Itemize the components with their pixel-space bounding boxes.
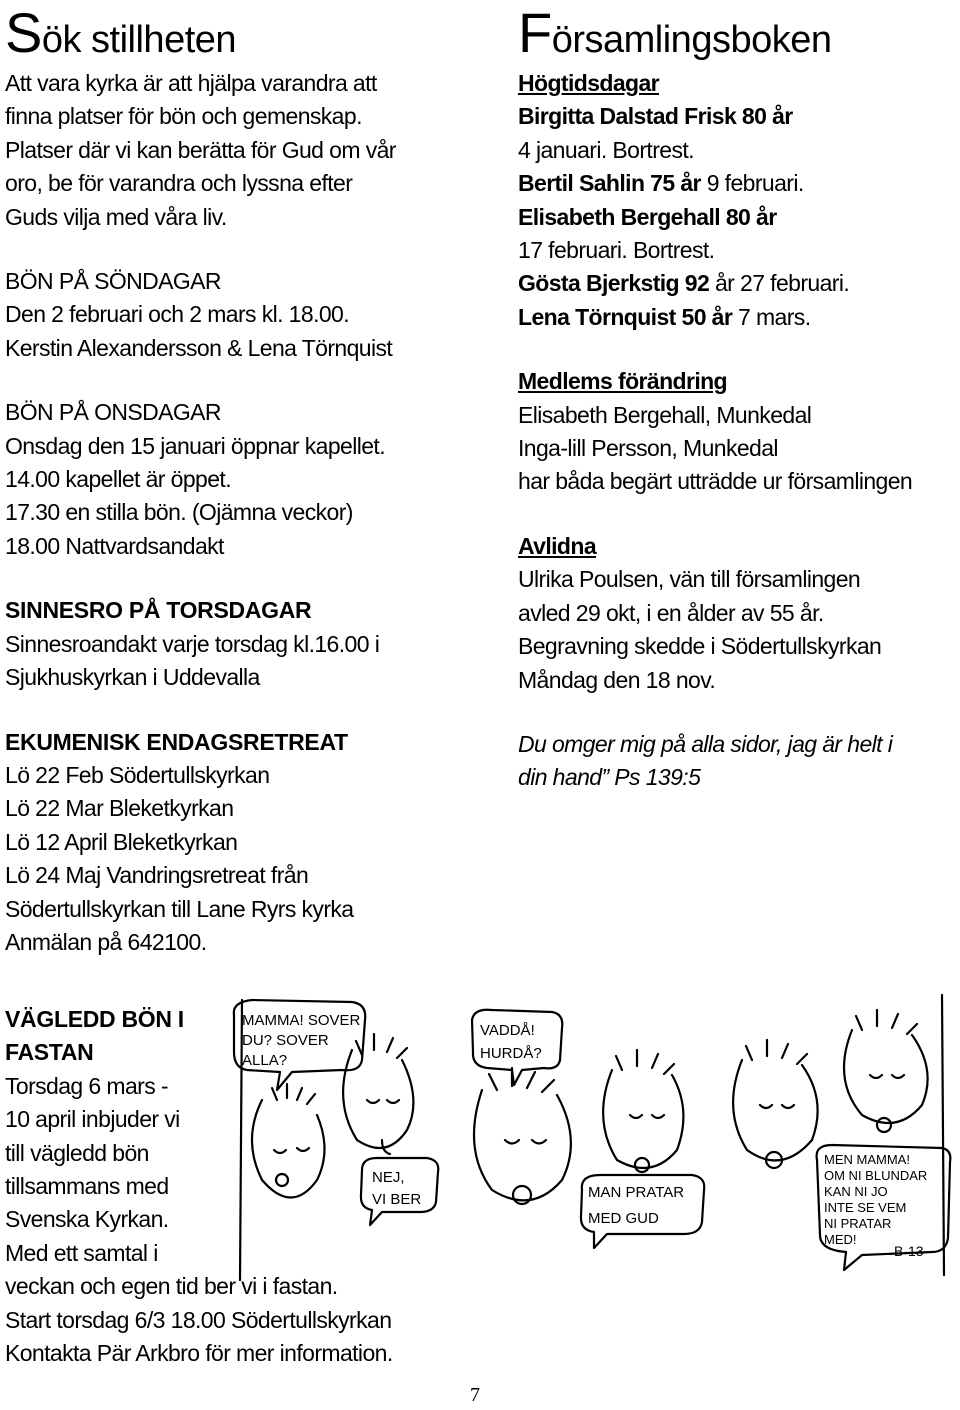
onsdag-heading: BÖN PÅ ONSDAGAR [5,399,221,426]
child-head-4 [603,1050,683,1172]
retreat-line: Lö 24 Maj Vandringsretreat från [5,862,309,889]
forsamlingsboken-title: Församlingsboken [518,1,832,64]
medlem-line: har båda begärt utträdde ur församlingen [518,468,913,495]
intro-line: Guds vilja med våra liv. [5,203,227,230]
birthday-line: Gösta Bjerkstig 92 år 27 februari. [518,270,850,297]
birthday-line: 4 januari. Bortrest. [518,136,694,163]
retreat-heading: EKUMENISK ENDAGSRETREAT [5,728,348,755]
avlidna-line: Måndag den 18 nov. [518,666,716,693]
retreat-line: Anmälan på 642100. [5,928,207,955]
child-head-left [252,1084,325,1198]
onsdag-line: Onsdag den 15 januari öppnar kapellet. [5,432,385,459]
birthday-line: Birgitta Dalstad Frisk 80 år [518,103,793,130]
medlem-line: Elisabeth Bergehall, Munkedal [518,401,812,428]
torsdag-heading: SINNESRO PÅ TORSDAGAR [5,597,312,624]
speech-bubble-nej-vi-ber [361,1158,438,1225]
svg-text:NI PRATAR: NI PRATAR [824,1216,892,1231]
intro-line: oro, be för varandra och lyssna efter [5,170,353,197]
child-head-2 [343,1034,413,1154]
birthday-line: Lena Törnquist 50 år 7 mars. [518,303,811,330]
hogtidsdagar-heading: Högtidsdagar [518,70,660,96]
intro-line: Platser där vi kan berätta för Gud om vår [5,136,396,163]
svg-text:HURDÅ?: HURDÅ? [480,1045,542,1062]
child-head-right [844,1010,928,1132]
svg-text:OM NI BLUNDAR: OM NI BLUNDAR [824,1168,928,1183]
svg-text:INTE SE VEM: INTE SE VEM [824,1200,907,1215]
intro-line: Att vara kyrka är att hjälpa varandra att [5,70,377,96]
svg-text:MED!: MED! [824,1232,857,1247]
retreat-line: Lö 22 Feb Södertullskyrkan [5,761,270,788]
sok-stillheten-title: Sök stillheten [5,1,237,64]
retreat-line: Södertullskyrkan till Lane Ryrs kyrka [5,895,354,922]
speech-bubble-vadda [472,1010,562,1085]
avlidna-line: Begravning skedde i Södertullskyrkan [518,633,882,660]
vagledd-heading: VÄGLEDD BÖN I [5,1006,184,1032]
vagledd-line: till vägledd bön [5,1139,149,1166]
svg-text:MAMMA! SOVER: MAMMA! SOVER [242,1012,361,1029]
svg-text:MEN MAMMA!: MEN MAMMA! [824,1152,910,1167]
svg-text:VI BER: VI BER [372,1191,422,1208]
medlems-forandring-heading: Medlems förändring [518,368,728,395]
avlidna-line: Ulrika Poulsen, vän till församlingen [518,566,861,593]
vagledd-line: Med ett samtal i [5,1239,158,1266]
page-number: 7 [470,1384,480,1406]
vagledd-line: 10 april inbjuder vi [5,1106,180,1133]
svg-text:DU? SOVER: DU? SOVER [242,1032,329,1049]
left-column [5,0,475,959]
speech-bubble-man-pratar [581,1175,704,1248]
birthday-line: 17 februari. Bortrest. [518,237,715,264]
svg-text:ALLA?: ALLA? [242,1052,288,1069]
onsdag-line: 17.30 en stilla bön. (Ojämna veckor) [5,499,353,526]
sondag-heading: BÖN PÅ SÖNDAGAR [5,268,221,295]
medlem-line: Inga-lill Persson, Munkedal [518,435,778,462]
svg-text:MAN PRATAR: MAN PRATAR [588,1184,685,1201]
svg-text:MED GUD: MED GUD [588,1210,659,1227]
avlidna-heading: Avlidna [518,532,597,559]
praying-children-cartoon [222,990,954,1285]
right-column [518,0,958,795]
vagledd-line: Kontakta Pär Arkbro för mer information. [5,1340,393,1367]
onsdag-line: 14.00 kapellet är öppet. [5,466,231,493]
vagledd-line: Svenska Kyrkan. [5,1206,169,1233]
birthday-line: Bertil Sahlin 75 år 9 februari. [518,170,804,197]
child-head-3 [474,1068,571,1204]
avlidna-line: avled 29 okt, i en ålder av 55 år. [518,599,824,626]
vagledd-line: Torsdag 6 mars - [5,1072,168,1099]
svg-text:VADDÅ!: VADDÅ! [480,1022,535,1039]
intro-line: finna platser för bön och gemenskap. [5,103,362,130]
retreat-line: Lö 22 Mar Bleketkyrkan [5,795,234,822]
svg-text:NEJ,: NEJ, [372,1169,405,1186]
vagledd-line: tillsammans med [5,1173,169,1200]
vagledd-line: Start torsdag 6/3 18.00 Södertullskyrkan [5,1306,392,1333]
torsdag-line: Sjukhuskyrkan i Uddevalla [5,664,260,691]
birthday-line: Elisabeth Bergehall 80 år [518,203,777,230]
child-head-5 [733,1040,818,1168]
cartoon-frame-right [942,995,944,1275]
retreat-line: Lö 12 April Bleketkyrkan [5,828,238,855]
sondag-line: Den 2 februari och 2 mars kl. 18.00. [5,301,350,328]
onsdag-line: 18.00 Nattvardsandakt [5,532,224,559]
svg-text:KAN NI JO: KAN NI JO [824,1184,888,1199]
sondag-line: Kerstin Alexandersson & Lena Törnquist [5,334,393,361]
torsdag-line: Sinnesroandakt varje torsdag kl.16.00 i [5,630,380,657]
bible-quote-line: Du omger mig på alla sidor, jag är helt i [518,730,893,757]
artist-signature: B-13 [894,1243,924,1259]
bible-quote-line: din hand” Ps 139:5 [518,764,701,791]
vagledd-line: veckan och egen tid ber vi i fastan. [5,1273,338,1300]
vagledd-heading: FASTAN [5,1039,94,1066]
speech-bubble-men-mamma [817,1145,951,1270]
